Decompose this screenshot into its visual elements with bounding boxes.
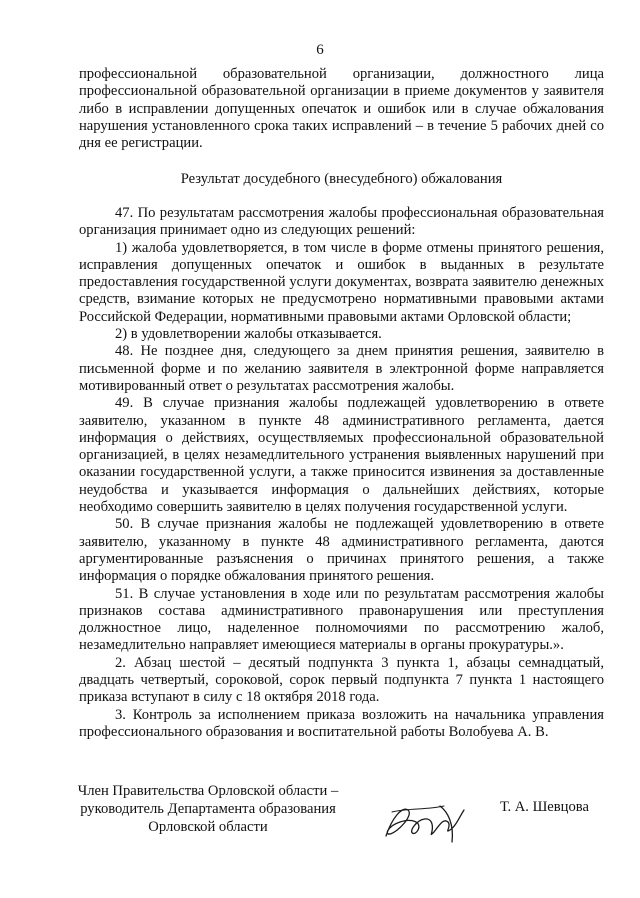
main-text-block [79,205,604,741]
intro-paragraph: профессиональной образовательной организации, должностного лица профессиональной образовательной организации в приеме документов у заявителя либо в исправлении допущенных опечаток и ошибок или в случае обжалования нарушения установленного срока таких исправлений – в течение 5 рабочих дней со дня ее регистрации. [79,66,604,152]
paragraph-47-item-2: 2) в удовлетворении жалобы отказывается. [115,326,382,343]
signatory-position-line-2: руководитель Департамента образования [80,801,336,817]
signatory-position-line-1: Член Правительства Орловской области – [77,783,339,799]
paragraph-49: 49. В случае признания жалобы подлежащей удовлетворению в ответе заявителю, указанном в пункте 48 административного регламента, дается информация о действиях, осуществляемых профессиональной образовательной организацией, в целях незамедлительного устранения выявленных нарушений при оказании государственной услуги, а также приносится извинения за доставленные неудобства и указывается информация о дальнейших действиях, которые необходимо совершить заявителю в целях получения государственной услуги. [79,395,604,516]
intro-paragraph-block [79,66,604,152]
section-heading: Результат досудебного (внесудебного) обжалования [180,171,503,187]
signatory-name: Т. А. Шевцова [500,799,589,815]
page-number: 6 [316,42,324,58]
order-clause-3: 3. Контроль за исполнением приказа возложить на начальника управления профессионального образования и воспитательной работы Волобуева А. В. [79,706,604,740]
order-clause-2: 2. Абзац шестой – десятый подпункта 3 пункта 1, абзацы семнадцатый, двадцать четвертый, сороковой, сорок первый подпункта 7 пункта 1 настоящего приказа вступают в силу с 18 октября 2018 года. [79,654,604,706]
paragraph-51: 51. В случае установления в ходе или по результатам рассмотрения жалобы признаков состава административного правонарушения или преступления должностное лицо, наделенное полномочиями по рассмотрению жалоб, незамедлительно направляет имеющиеся материалы в органы прокуратуры.». [79,585,604,654]
handwritten-signature [378,788,488,848]
paragraph-50: 50. В случае признания жалобы не подлежащей удовлетворению в ответе заявителю, указанному в пункте 48 административного регламента, даются аргументированные разъяснения о причинах принятого решения, а также информация о порядке обжалования принятого решения. [79,516,604,585]
signatory-position [58,782,358,836]
paragraph-47-item-1: 1) жалоба удовлетворяется, в том числе в форме отмены принятого решения, исправления допущенных опечаток и ошибок в выданных в результате предоставления государственной услуги документах, возврата заявителю денежных средств, взимание которых не предусмотрено нормативными правовыми актами Российской Федерации, нормативными правовыми актами Орловской области; [79,239,604,325]
paragraph-47: 47. По результатам рассмотрения жалобы профессиональная образовательная организация принимает одно из следующих решений: [79,205,604,239]
paragraph-48: 48. Не позднее дня, следующего за днем принятия решения, заявителю в письменной форме и по желанию заявителя в электронной форме направляется мотивированный ответ о результатах рассмотрения жалобы. [79,343,604,394]
signatory-position-line-3: Орловской области [148,819,268,835]
